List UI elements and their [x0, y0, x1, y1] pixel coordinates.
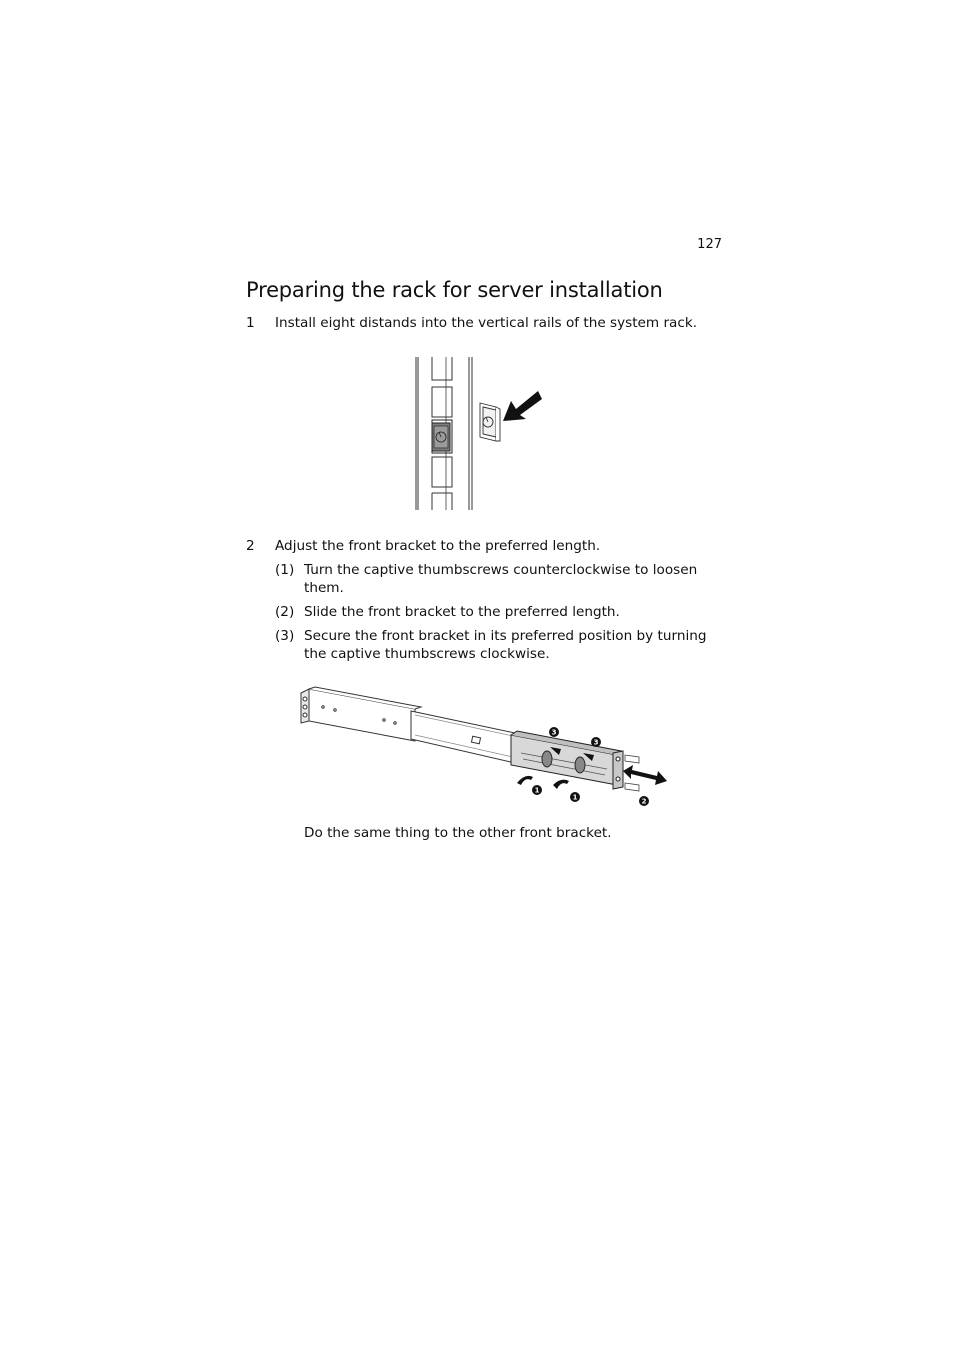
loose-distand — [480, 403, 500, 441]
substep-2-number: (2) — [275, 604, 295, 620]
page-number: 127 — [697, 237, 722, 252]
callout-3b-icon — [591, 737, 601, 747]
substep-1-line-1: Turn the captive thumbscrews counterclockwise to loosen — [304, 562, 698, 578]
substep-1-line-2: them. — [304, 580, 344, 596]
insert-direction-arrow-icon — [503, 391, 542, 421]
substep-1-number: (1) — [275, 562, 295, 578]
slide-direction-arrow-icon — [623, 765, 667, 785]
substep-2-line-1: Slide the front bracket to the preferred length. — [304, 604, 620, 620]
step-2-text: Adjust the front bracket to the preferred length. — [275, 538, 601, 554]
callout-1b: 1 — [572, 793, 578, 802]
front-bracket-adjustment-figure — [295, 685, 675, 815]
callout-1b-icon — [570, 792, 580, 802]
callout-2: 2 — [641, 797, 647, 806]
note-text: Do the same thing to the other front bracket. — [304, 825, 612, 841]
substep-3-number: (3) — [275, 628, 295, 644]
substep-3-line-1: Secure the front bracket in its preferred position by turning — [304, 628, 707, 644]
step-2-number: 2 — [246, 538, 255, 554]
substep-3-line-2: the captive thumbscrews clockwise. — [304, 646, 550, 662]
step-1-text: Install eight distands into the vertical rails of the system rack. — [275, 315, 698, 331]
page-title: Preparing the rack for server installation — [246, 278, 663, 302]
callout-3a-icon — [549, 727, 559, 737]
distand-installation-figure — [410, 355, 570, 515]
callout-3b: 3 — [593, 738, 599, 747]
callout-1a-icon — [532, 785, 542, 795]
callout-3a: 3 — [551, 728, 557, 737]
step-1-number: 1 — [246, 315, 255, 331]
callout-1a: 1 — [534, 786, 540, 795]
callout-2-icon — [639, 796, 649, 806]
